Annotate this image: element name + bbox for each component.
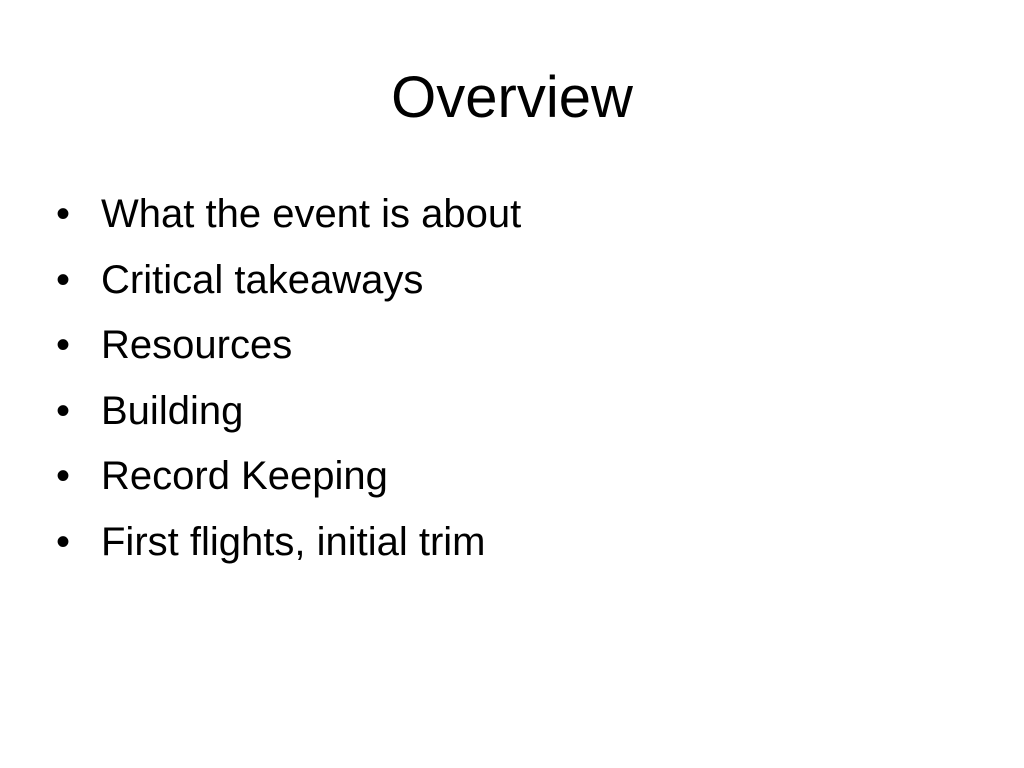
list-item [56,182,521,248]
list-item [56,444,521,510]
bullet-icon: • [56,519,71,564]
bullet-text: Building [101,388,244,433]
bullet-text: What the event is about [101,192,522,236]
bullet-list [56,182,521,575]
list-item [56,248,521,314]
list-item [56,313,521,379]
bullet-icon: • [56,388,71,433]
bullet-icon: • [56,454,71,498]
bullet-icon: • [56,257,71,302]
list-item [56,510,521,576]
bullet-text: Critical takeaways [101,257,424,302]
list-item [56,379,521,445]
slide-title: Overview [391,65,633,130]
bullet-text: Record Keeping [101,454,388,498]
bullet-text: Resources [101,323,293,367]
bullet-icon: • [56,323,71,367]
bullet-icon: • [56,192,71,236]
bullet-text: First flights, initial trim [101,519,486,564]
